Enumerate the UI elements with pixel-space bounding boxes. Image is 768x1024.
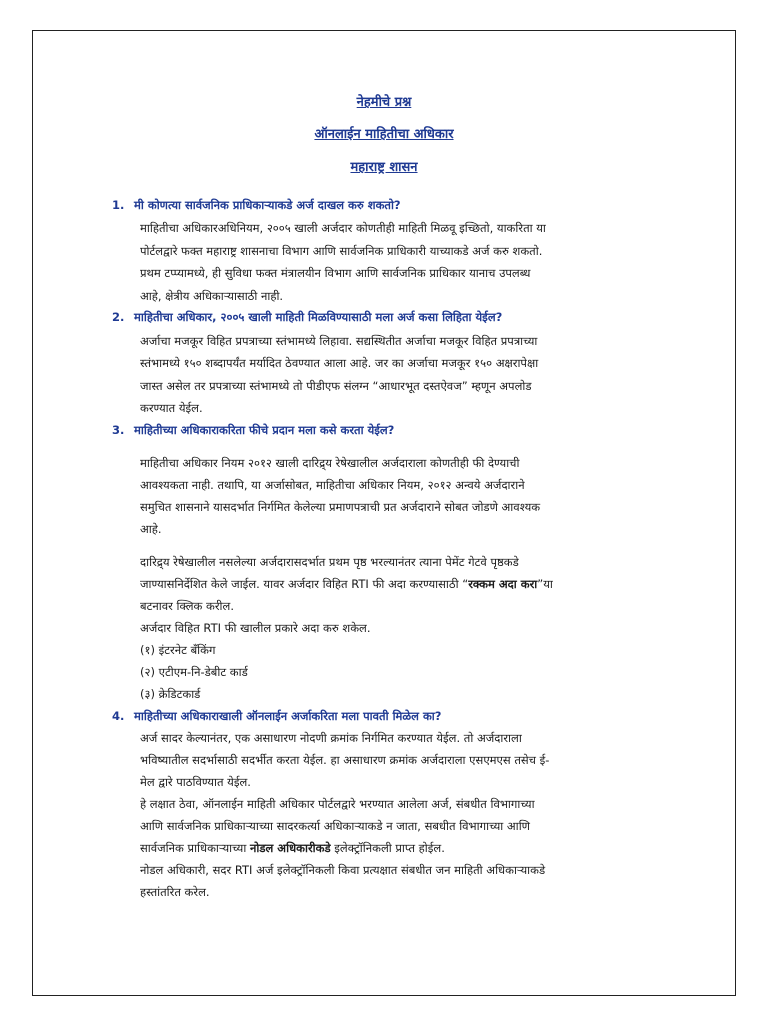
payment-option-atm-debit-card: (२) एटीएम-नि-डेबीट कार्ड [140,665,248,679]
payment-option-internet-banking: (१) इंटरनेट बँकिंग [140,643,216,657]
q1-line-2: पोर्टलद्वारे फक्त महाराष्ट्र शासनाचा विभाग आणि सार्वजनिक प्राधिकारी याच्याकडे अर्ज करु शकतो. [140,244,543,258]
heading-faq: नेहमीचे प्रश्न [356,95,412,110]
question-1-title: मी कोणत्या सार्वजनिक प्राधिकाऱ्याकडे अर्ज दाखल करु शकतो? [134,198,401,212]
q3-para2-line-2-pre: जाण्यासनिर्देशित केले जाईल. यावर अर्जदार विहित RTI फी अदा करण्यासाठी “ [140,577,469,591]
q4-line-7: नोडल अधिकारी, सदर RTI अर्ज इलेक्ट्रॉनिकली किवा प्रत्यक्षात संबधीत जन माहिती अधिकाऱ्याकडे [140,863,546,877]
q4-line-6 [140,841,700,855]
heading-online-rti: ऑनलाईन माहितीचा अधिकार [314,127,454,142]
q3-para2-line-2-post: ”या [537,577,553,591]
q3-para1-line-2: आवश्यकता नाही. तथापि, या अर्जासोबत, माहितीचा अधिकार नियम, २०१२ अन्वये अर्जदाराने [140,478,525,492]
q4-line-4: हे लक्षात ठेवा, ऑनलाईन माहिती अधिकार पोर्टलद्वारे भरण्यात आलेला अर्ज, संबधीत विभागाच्या [140,797,535,811]
q3-para1-line-4: आहे. [140,522,162,536]
payment-option-credit-card: (३) क्रेडिटकार्ड [140,687,201,701]
question-3-number: 3. [112,423,125,437]
heading-maharashtra-govt: महाराष्ट्र शासन [350,160,418,175]
q3-para1-line-3: समुचित शासनाने यासदर्भात निर्गमित केलेल्या प्रमाणपत्राची प्रत अर्जदाराने सोबत जोडणे आवश्यक [140,500,541,514]
q1-line-4: आहे, क्षेत्रीय अधिकाऱ्यासाठी नाही. [140,289,284,303]
q4-line-6-post: इलेक्ट्रॉनिकली प्राप्त होईल. [330,841,445,855]
q2-line-2: स्तंभामध्ये १५० शब्दापर्यंत मर्यादित ठेवण्यात आला आहे. जर का अर्जाचा मजकूर १५० अक्षरापेक्षा [140,356,539,370]
q1-line-1: माहितीचा अधिकारअधिनियम, २००५ खाली अर्जदार कोणतीही माहिती मिळवू इच्छितो, याकरिता या [140,221,546,235]
q2-line-1: अर्जाचा मजकूर विहित प्रपत्राच्या स्तंभामध्ये लिहावा. सद्यस्थितीत अर्जाचा मजकूर विहित प्रपत्राच्या [140,334,538,348]
q2-line-3: जास्त असेल तर प्रपत्राच्या स्तंभामध्ये तो पीडीएफ संलग्न “आधारभूत दस्तऐवज” म्हणून अपलोड [140,379,532,393]
q3-para2-line-1: दारिद्र्य रेषेखालील नसलेल्या अर्जदारासदर्भात प्रथम पृष्ठ भरल्यानंतर त्याना पेमेंट गेटवे पृष्ठकडे [140,555,519,569]
nodal-officer-label: नोडल अधिकारीकडे [249,841,331,855]
q1-line-3: प्रथम टप्प्यामध्ये, ही सुविधा फक्त मंत्रालयीन विभाग आणि सार्वजनिक प्राधिकार यानाच उपलब्ध [140,266,531,280]
q4-line-5: आणि सार्वजनिक प्राधिकाऱ्याच्या सादरकर्त्या अधिकाऱ्याकडे न जाता, सबधीत विभागाच्या आणि [140,819,530,833]
q2-line-4: करण्यात येईल. [140,401,203,415]
question-1-number: 1. [112,198,125,212]
question-2-title: माहितीचा अधिकार, २००५ खाली माहिती मिळविण्यासाठी मला अर्ज कसा लिहिता येईल? [134,310,503,324]
question-4-title: माहितीच्या अधिकाराखाली ऑनलाईन अर्जाकरिता मला पावती मिळेल का? [134,709,442,723]
q3-para1-line-1: माहितीचा अधिकार नियम २०१२ खाली दारिद्र्य रेषेखालील अर्जदाराला कोणतीही फी देण्याची [140,456,520,470]
q4-line-2: भविष्यातील सदर्भासाठी सदर्भीत करता येईल. हा असाधारण क्रमांक अर्जदाराला एसएमएस तसेच ई- [140,753,550,767]
pay-amount-label: रक्कम अदा करा [468,577,538,591]
question-4-number: 4. [112,709,125,723]
q4-line-1: अर्ज सादर केल्यानंतर, एक असाधारण नोदणी क्रमांक निर्गमित करण्यात येईल. तो अर्जदाराला [140,731,522,745]
q4-line-3: मेल द्वारे पाठविण्यात येईल. [140,775,251,789]
q3-para2-line-4: अर्जदार विहित RTI फी खालील प्रकारे अदा करु शकेल. [140,621,371,635]
q4-line-8: हस्तांतरित करेल. [140,885,210,899]
q3-para2-line-3: बटनावर क्लिक करील. [140,599,234,613]
question-2-number: 2. [112,310,125,324]
q4-line-6-pre: सार्वजनिक प्राधिकाऱ्याच्या [140,841,250,855]
q3-para2-line-2 [140,577,700,591]
question-3-title: माहितीच्या अधिकाराकरिता फीचे प्रदान मला कसे करता येईल? [134,423,395,437]
